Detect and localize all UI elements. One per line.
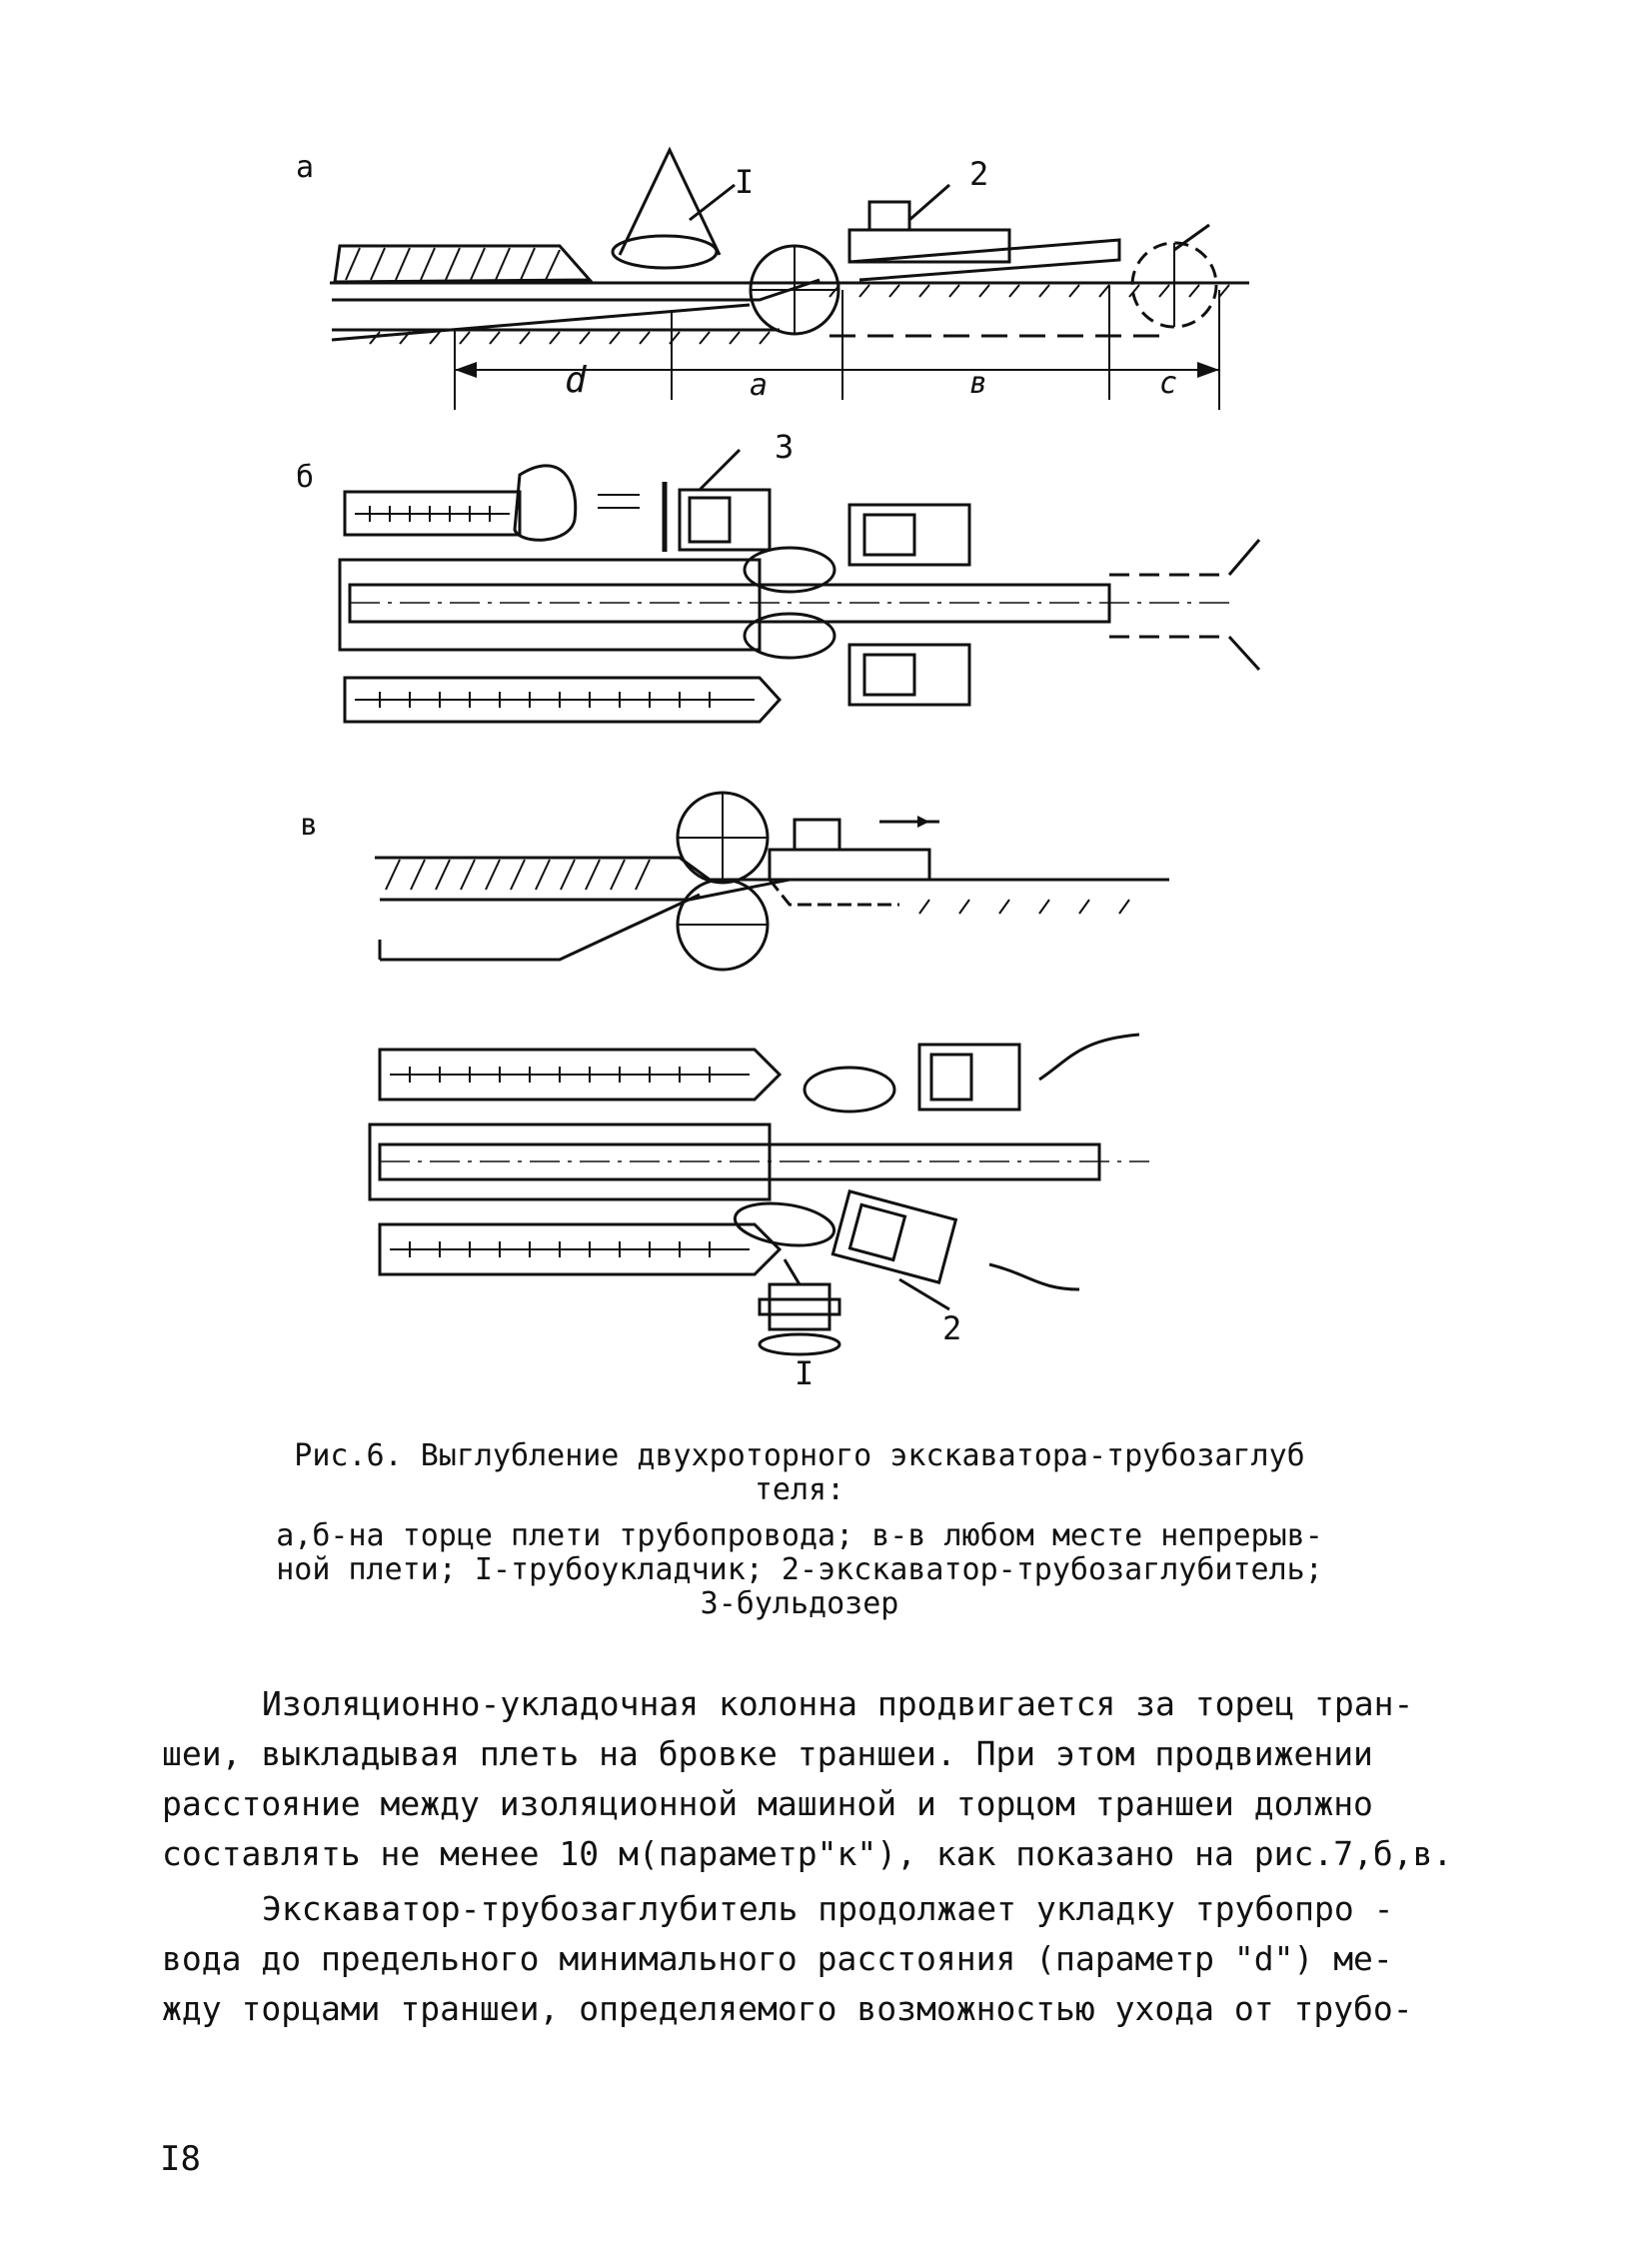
caption-title-line-2: теля: <box>754 1472 845 1507</box>
caption-legend-line-3: 3-бульдозер <box>700 1586 899 1621</box>
panel-label-b: б <box>296 460 315 495</box>
caption-legend-line-2: ной плети; I-трубоукладчик; 2-экскаватор-трубозаглубитель; <box>276 1552 1323 1587</box>
body-paragraph-1: Изоляционно-укладочная колонна продвигается за торец тран- шеи, выкладывая плеть на бровке траншеи. При этом продвижении расстояние между изоляционной машиной и торцом траншеи должно составлять не менее 10 м(параметр"к"), как показано на рис.7,б,в. <box>162 1684 1453 1873</box>
dimension-label-d: d <box>565 360 587 401</box>
figure-caption-legend <box>150 1519 1449 1621</box>
page-number: I8 <box>160 2139 201 2179</box>
caption-legend-line-1: а,б-на торце плети трубопровода; в-в любом месте непрерыв- <box>276 1518 1323 1553</box>
caption-title-line-1: Рис.6. Выглубление двухроторного экскаватора-трубозаглуб <box>294 1438 1305 1473</box>
dimension-label-b: в <box>969 366 988 401</box>
label-excavator-2: 2 <box>969 155 989 193</box>
label-pipelayer-1: I <box>735 163 755 201</box>
label-pipelayer-1-v: I <box>795 1354 815 1392</box>
label-bulldozer-3: 3 <box>775 428 795 466</box>
dimension-label-c: c <box>1159 366 1178 401</box>
panel-label-a: а <box>296 150 315 185</box>
label-excavator-2-v: 2 <box>942 1309 962 1347</box>
body-paragraph-2: Экскаватор-трубозаглубитель продолжает укладку трубопро - вода до предельного минимального расстояния (параметр "d") ме- жду торцами траншеи, определяемого возможностью ухода от трубо- <box>162 1889 1413 2028</box>
figure-caption-title <box>150 1439 1449 1507</box>
panel-label-v: в <box>300 808 319 843</box>
dimension-label-a: a <box>750 368 769 403</box>
